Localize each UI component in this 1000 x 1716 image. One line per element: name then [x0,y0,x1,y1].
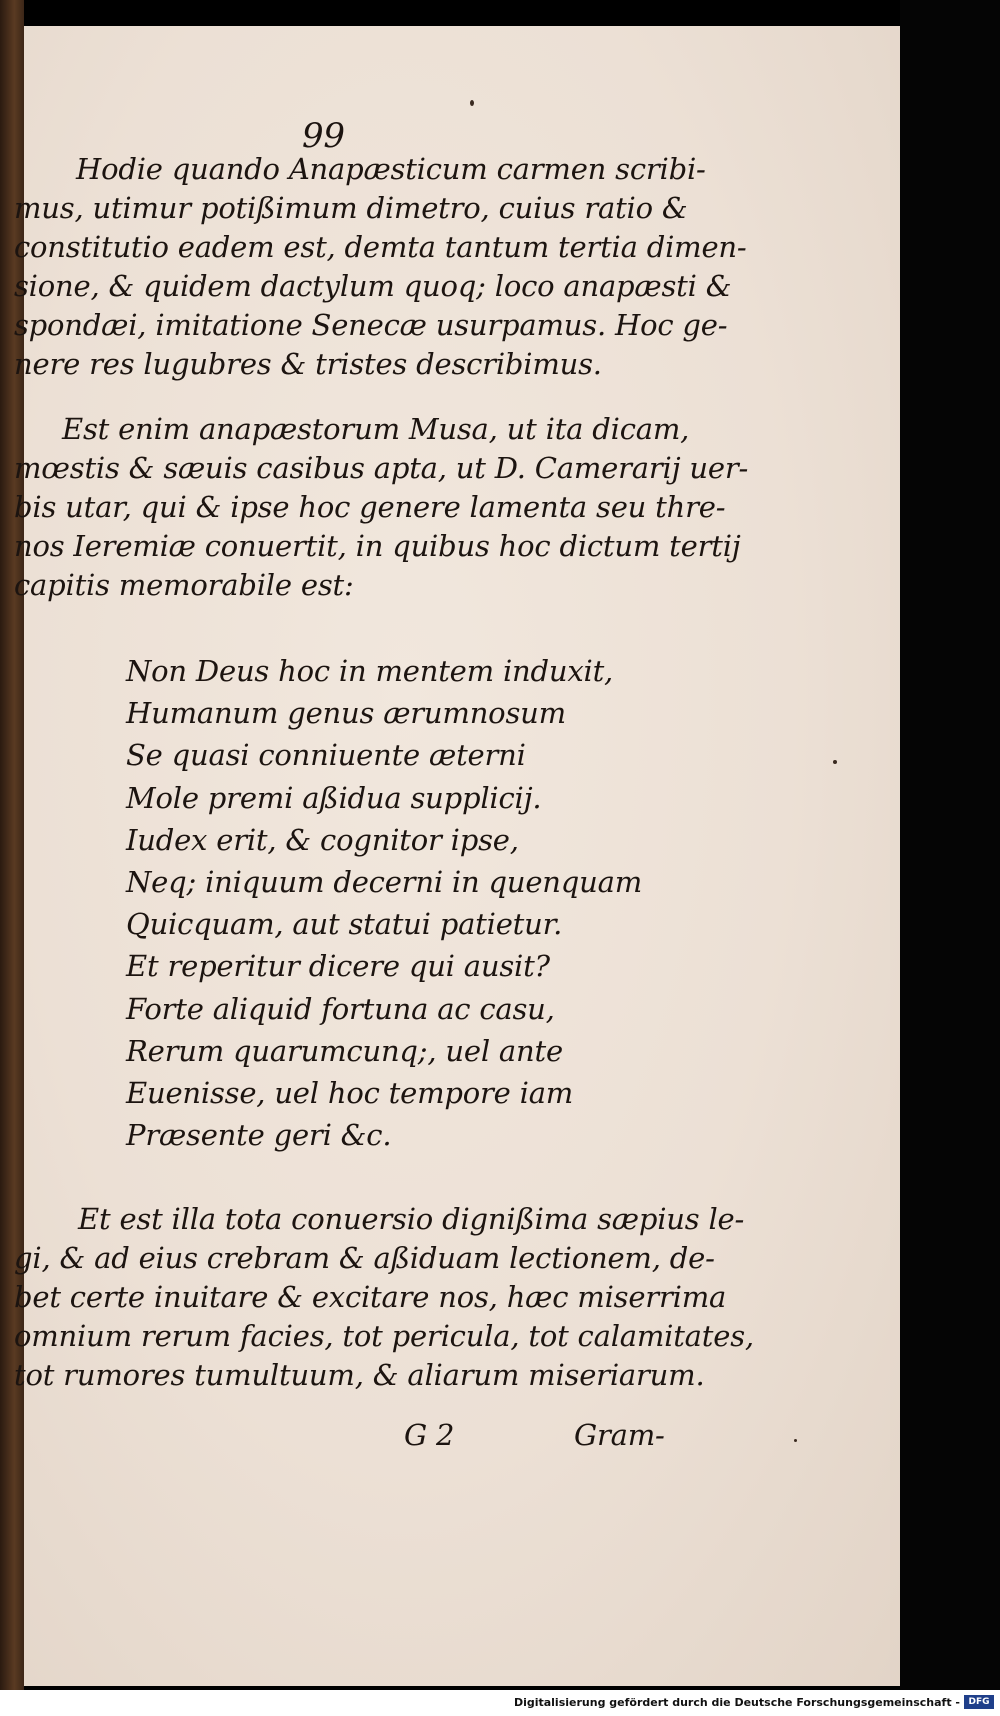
verse-line: Se quasi conniuente æterni [126,738,526,773]
text-line: bis utar, qui & ipse hoc genere lamenta seu thre- [14,490,726,524]
signature-mark: G 2 [404,1418,455,1452]
verse-line: Iudex erit, & cognitor ipse, [126,822,519,857]
verse-line: Mole premi aßidua supplicij. [126,780,542,815]
verse-line: Humanum genus ærumnosum [126,696,566,731]
dfg-logo-icon: DFG [964,1695,994,1709]
verse-line: Et reperitur dicere qui ausit? [126,949,550,984]
text-line: nere res lugubres & tristes describimus. [14,347,602,381]
text-line: constitutio eadem est, demta tantum tertia dimen- [14,230,747,264]
text-line: Est enim anapæstorum Musa, ut ita dicam, [62,412,690,446]
paragraph-2 [14,410,749,605]
paragraph-3 [14,1200,754,1395]
paragraph-1 [14,150,747,384]
paper-speck [794,1439,797,1442]
text-line: mus, utimur potißimum dimetro, cuius ratio & [14,191,688,225]
text-line: mœstis & sæuis casibus apta, ut D. Camerarij uer- [14,451,749,485]
text-line: sione, & quidem dactylum quoq; loco anapæsti & [14,269,732,303]
text-line: Hodie quando Anapæsticum carmen scribi- [76,152,706,186]
funding-credit: Digitalisierung gefördert durch die Deutsche Forschungsgemeinschaft - [513,1696,960,1709]
text-line: bet certe inuitare & excitare nos, hæc miserrima [14,1280,727,1314]
text-line: nos Ieremiæ conuertit, in quibus hoc dictum tertij [14,529,741,563]
text-line: capitis memorabile est: [14,568,354,602]
verse-quotation [126,650,642,1156]
verse-line: Rerum quarumcunq;, uel ante [126,1033,563,1068]
text-line: Et est illa tota conuersio dignißima sæpius le- [78,1202,745,1236]
verse-line: Neq; iniquum decerni in quenquam [126,865,642,900]
verse-line: Non Deus hoc in mentem induxit, [126,654,614,688]
text-line: gi, & ad eius crebram & aßiduam lectionem, de- [14,1241,715,1275]
scan-backdrop [900,0,1000,1690]
verse-line: Forte aliquid fortuna ac casu, [126,991,555,1026]
paper-speck [833,760,837,764]
text-line: omnium rerum facies, tot pericula, tot calamitates, [14,1319,754,1353]
verse-line: Euenisse, uel hoc tempore iam [126,1076,574,1111]
verse-line: Quicquam, aut statui patietur. [126,907,563,942]
catchword: Gram- [574,1418,665,1452]
page-number: 99 [302,116,345,156]
paper-speck [470,100,474,106]
verse-line: Præsente geri &c. [126,1118,392,1153]
text-line: spondæi, imitatione Senecæ usurpamus. Hoc ge- [14,308,728,342]
credit-bar [0,1690,1000,1716]
text-line: tot rumores tumultuum, & aliarum miseriarum. [14,1358,705,1392]
